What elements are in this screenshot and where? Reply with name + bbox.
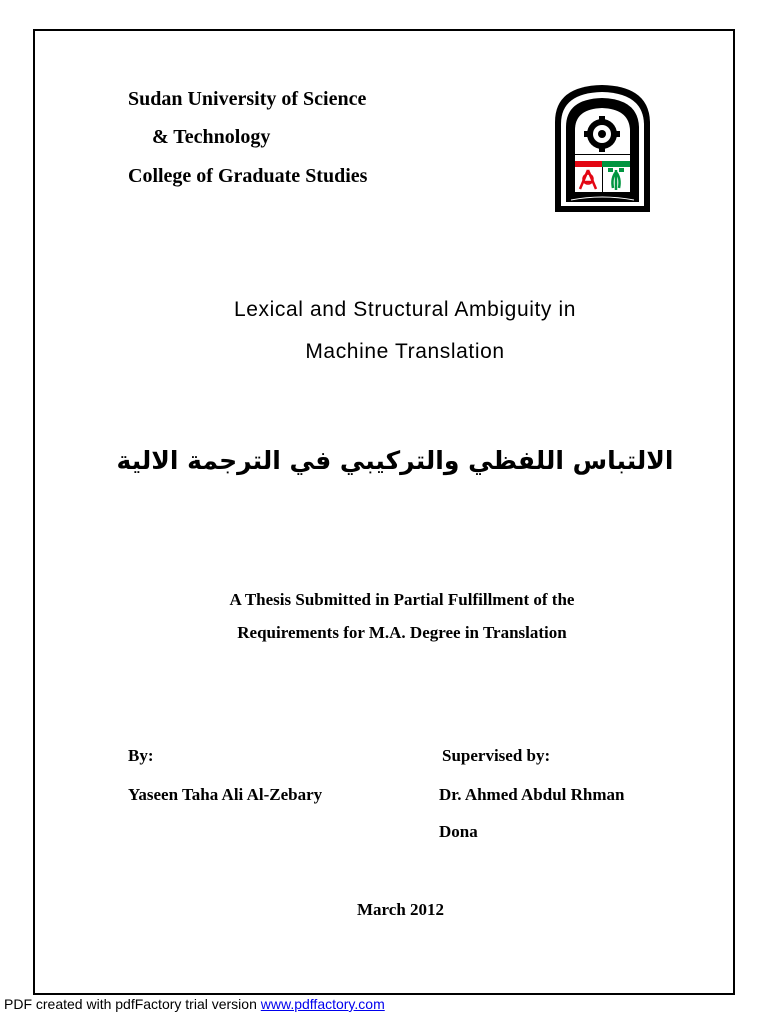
footer-text: PDF created with pdfFactory trial version (4, 996, 261, 1012)
supervisor-label: Supervised by: (442, 746, 551, 765)
pdffactory-link[interactable]: www.pdffactory.com (260, 996, 385, 1012)
author-label: By: (128, 746, 154, 765)
submission-date: March 2012 (357, 900, 445, 919)
thesis-statement-line1: A Thesis Submitted in Partial Fulfillment of the (229, 590, 575, 609)
supervisor-name-line1: Dr. Ahmed Abdul Rhman (439, 785, 625, 804)
university-name-line2: & Technology (152, 126, 271, 148)
university-crest-icon (551, 82, 654, 214)
author-name: Yaseen Taha Ali Al-Zebary (128, 785, 323, 804)
pdf-footer (4, 996, 385, 1012)
title-line2: Machine Translation (305, 340, 505, 363)
supervisor-name-line2: Dona (439, 822, 478, 841)
thesis-statement-line2: Requirements for M.A. Degree in Translation (237, 623, 567, 642)
college-name: College of Graduate Studies (128, 165, 368, 187)
title-line1: Lexical and Structural Ambiguity in (234, 298, 576, 321)
university-name-line1: Sudan University of Science (128, 88, 367, 110)
title-arabic: الالتباس اللفظي والتركيبي في الترجمة الالية (116, 446, 674, 475)
